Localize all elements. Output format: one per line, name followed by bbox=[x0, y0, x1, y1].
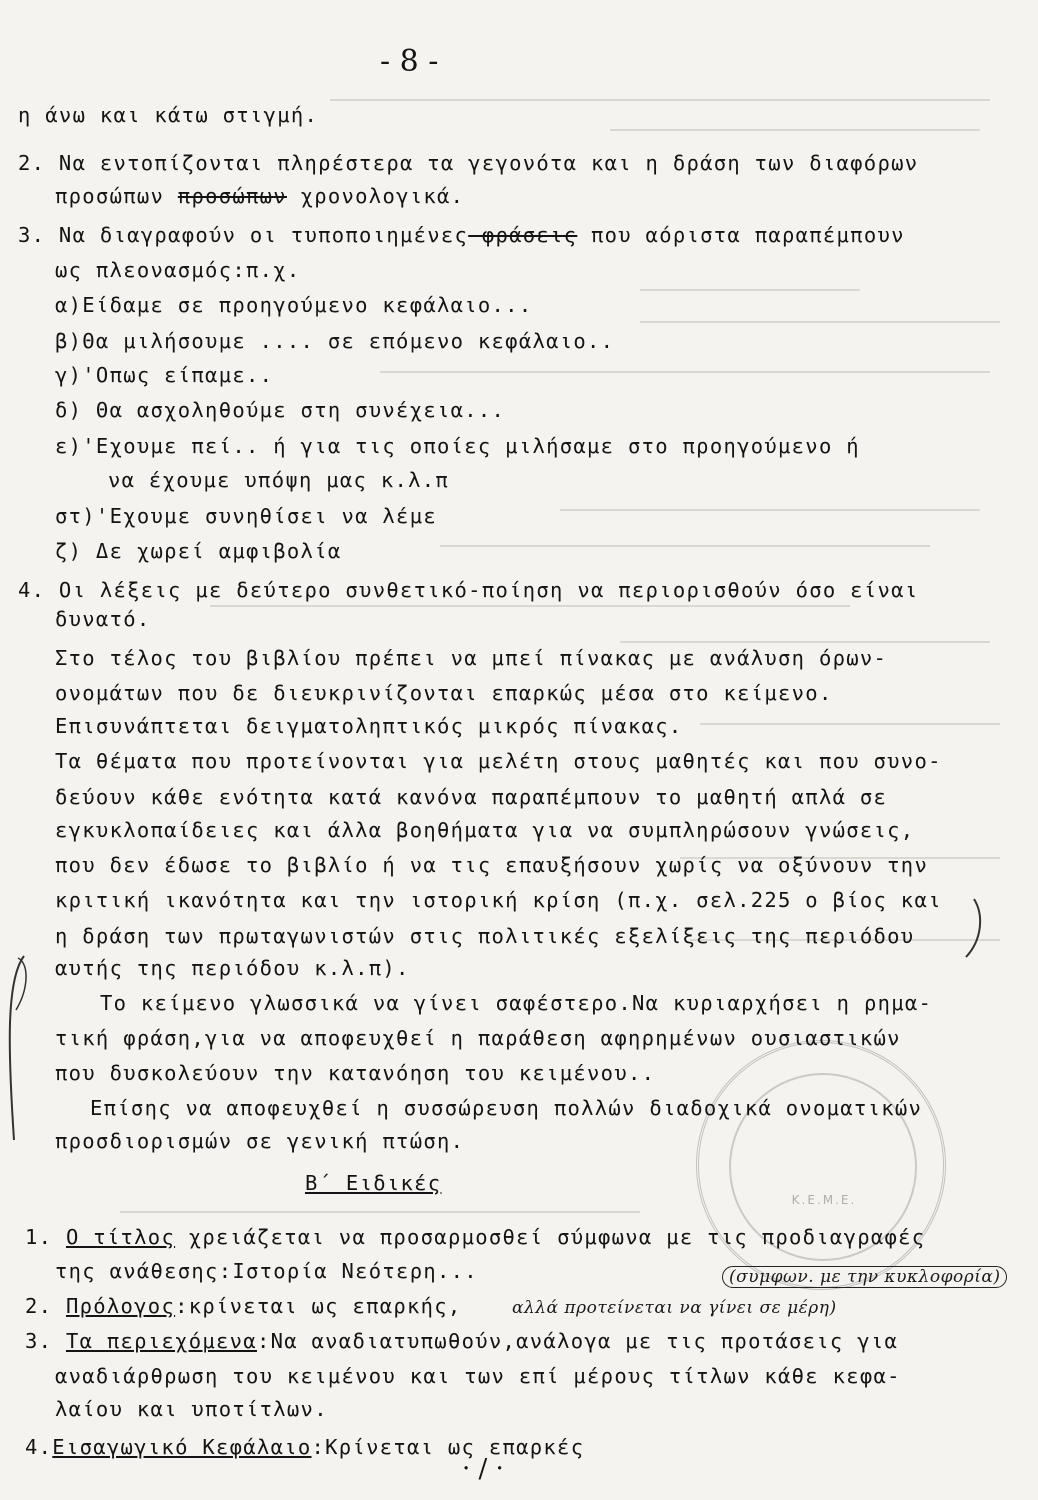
struck-text: -φράσεις bbox=[468, 223, 578, 247]
text-line: δυνατό. bbox=[55, 607, 151, 631]
list-number: 2. bbox=[25, 1294, 53, 1318]
handwritten-note: (συμφων. με την κυκλοφορία) bbox=[722, 1266, 1007, 1288]
text-line: εγκυκλοπαίδειες και άλλα βοηθήματα για να συμπληρώσουν γνώσεις, bbox=[55, 818, 915, 842]
text-line: που δεν έδωσε το βιβλίο ή να τις επαυξήσουν χωρίς να οξύνουν την bbox=[55, 853, 929, 877]
text-line bbox=[25, 1224, 925, 1250]
footer-mark: · / · bbox=[462, 1454, 504, 1484]
underlined-term: Πρόλογος bbox=[65, 1294, 176, 1318]
text-line: που δυσκολεύουν την κατανόηση του κειμένου.. bbox=[55, 1061, 656, 1085]
text-line bbox=[25, 1328, 898, 1354]
underlined-term: Τα περιεχόμενα bbox=[65, 1329, 257, 1353]
circular-stamp bbox=[696, 1040, 946, 1290]
text-line: Επισυνάπτεται δειγματοληπτικός μικρός πίνακας. bbox=[55, 714, 683, 738]
list-number: 3. bbox=[25, 1329, 53, 1353]
handwritten-note: αλλά προτείνεται να γίνει σε μέρη) bbox=[512, 1298, 837, 1318]
underlined-term: Εισαγωγικό Κεφάλαιο bbox=[52, 1435, 312, 1459]
text-segment: :Κρίνεται ως επαρκές bbox=[311, 1435, 585, 1459]
text-line: της ανάθεσης:Ιστορία Νεότερη... bbox=[55, 1259, 478, 1283]
margin-bracket-mark bbox=[0, 950, 40, 1150]
text-line: αναδιάρθρωση του κειμένου και των επί μέρους τίτλων κάθε κεφα- bbox=[55, 1364, 901, 1388]
text-line: κριτική ικανότητα και την ιστορική κρίση (π.χ. σελ.225 ο βίος και bbox=[55, 888, 942, 912]
text-line: ζ) Δε χωρεί αμφιβολία bbox=[55, 539, 342, 563]
struck-text: προσώπων bbox=[177, 184, 287, 208]
text-line bbox=[55, 183, 464, 209]
page-number: - 8 - bbox=[380, 44, 439, 79]
text-segment: 3. Να διαγραφούν οι τυποποιημένες bbox=[18, 223, 469, 247]
text-line: η άνω και κάτω στιγμή. bbox=[18, 103, 319, 127]
text-line: δ) Θα ασχοληθούμε στη συνέχεια... bbox=[55, 398, 506, 422]
text-segment: που αόριστα παραπέμπουν bbox=[590, 223, 905, 247]
text-line: στ)'Εχουμε συνηθίσει να λέμε bbox=[55, 504, 437, 528]
text-line: τική φράση,για να αποφευχθεί η παράθεση αφηρημένων ουσιαστικών bbox=[55, 1026, 901, 1050]
list-number: 1. bbox=[25, 1225, 53, 1249]
text-line: Το κείμενο γλωσσικά να γίνει σαφέστερο.Να κυριαρχήσει η ρημα- bbox=[100, 991, 933, 1015]
text-line: αυτής της περιόδου κ.λ.π). bbox=[55, 956, 410, 980]
underlined-term: Ο τίτλος bbox=[65, 1225, 176, 1249]
text-line: ε)'Εχουμε πεί.. ή για τις οποίες μιλήσαμε στο προηγούμενο ή bbox=[55, 434, 860, 458]
text-line: γ)'Οπως είπαμε.. bbox=[55, 363, 274, 387]
list-number: 4. bbox=[25, 1435, 53, 1459]
text-line: να έχουμε υπόψη μας κ.λ.π bbox=[108, 468, 450, 492]
text-line: λαίου και υποτίτλων. bbox=[55, 1397, 328, 1421]
text-segment: προσώπων bbox=[55, 184, 165, 208]
text-segment: χρειάζεται να προσαρμοσθεί σύμφωνα με τις προδιαγραφές bbox=[188, 1225, 926, 1249]
text-line: προσδιορισμών σε γενική πτώση. bbox=[55, 1129, 465, 1153]
text-line: Επίσης να αποφευχθεί η συσσώρευση πολλών διαδοχικά ονοματικών bbox=[90, 1096, 923, 1120]
text-line: Τα θέματα που προτείνονται για μελέτη στους μαθητές και που συνο- bbox=[55, 749, 942, 773]
text-segment: :Να αναδιατυπωθούν,ανάλογα με τις προτάσεις για bbox=[256, 1329, 899, 1353]
text-line bbox=[18, 222, 905, 248]
text-segment: χρονολογικά. bbox=[300, 184, 465, 208]
text-line: Στο τέλος του βιβλίου πρέπει να μπεί πίνακας με ανάλυση όρων- bbox=[55, 646, 888, 670]
margin-bracket-mark bbox=[960, 895, 990, 965]
text-segment: :κρίνεται ως επαρκής, bbox=[175, 1294, 462, 1318]
text-line: α)Είδαμε σε προηγούμενο κεφάλαιο... bbox=[55, 293, 533, 317]
text-line bbox=[25, 1293, 462, 1319]
text-line: ονομάτων που δε διευκρινίζονται επαρκώς μέσα στο κείμενο. bbox=[55, 681, 833, 705]
text-line: ως πλεονασμός:π.χ. bbox=[55, 258, 301, 282]
text-line: 2. Να εντοπίζονται πληρέστερα τα γεγονότα και η δράση των διαφόρων bbox=[18, 151, 919, 175]
text-line: δεύουν κάθε ενότητα κατά κανόνα παραπέμπουν το μαθητή απλά σε bbox=[55, 785, 888, 809]
stamp-text: Κ.Ε.Μ.Ε. bbox=[791, 1193, 857, 1207]
text-line: β)Θα μιλήσουμε .... σε επόμενο κεφάλαιο.. bbox=[55, 329, 615, 353]
text-line: η δράση των πρωταγωνιστών στις πολιτικές εξελίξεις της περιόδου bbox=[55, 924, 915, 948]
text-line: 4. Οι λέξεις με δεύτερο συνθετικό-ποίηση να περιορισθούν όσο είναι bbox=[18, 578, 919, 602]
section-heading: Β΄ Ειδικές bbox=[305, 1171, 442, 1195]
